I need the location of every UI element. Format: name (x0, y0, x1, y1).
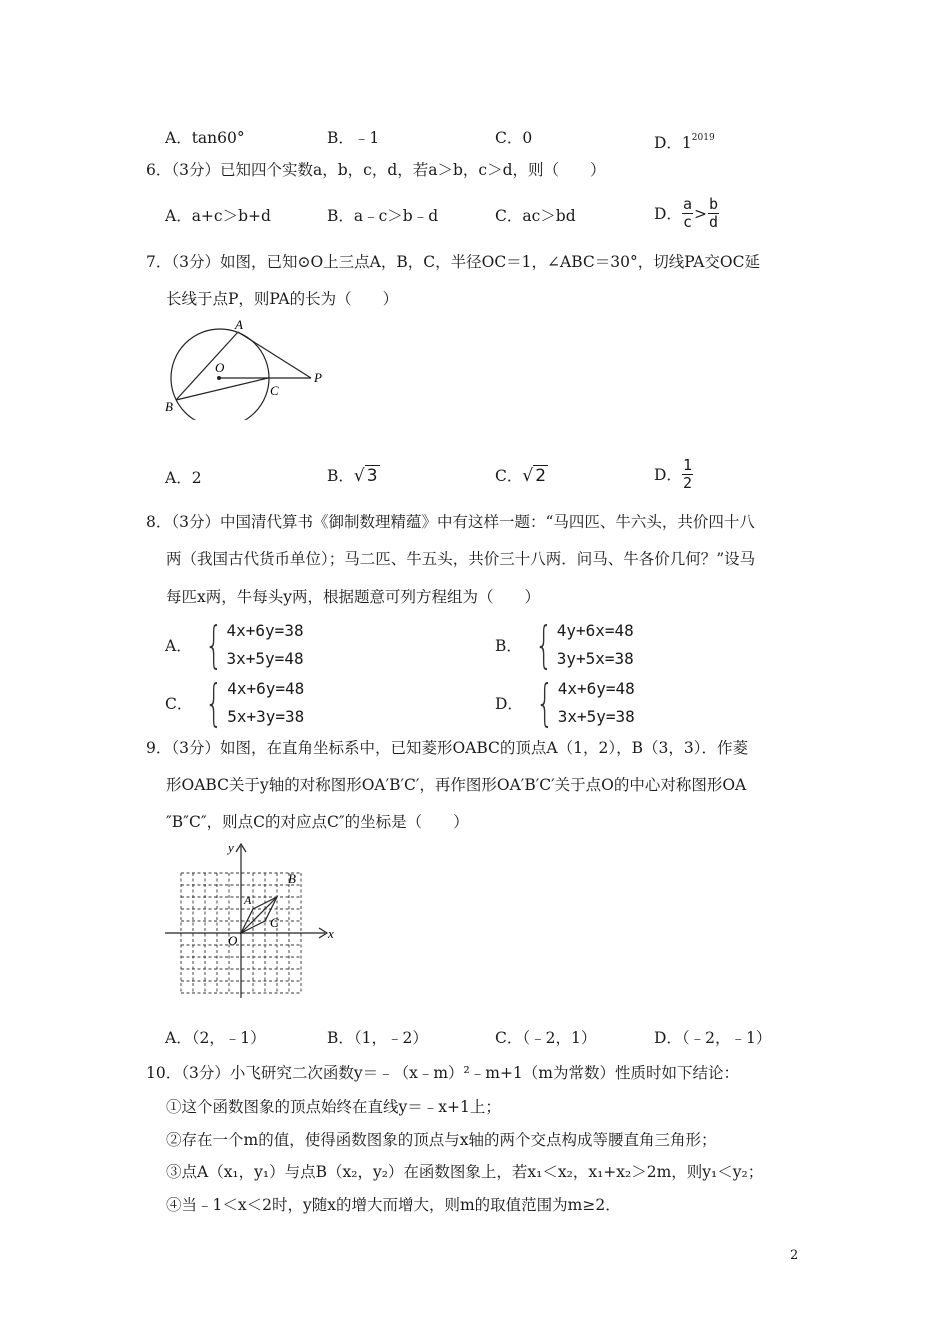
q9-option-c: C．（﹣2，1） (495, 1029, 597, 1047)
label-b: B (288, 871, 296, 886)
q8-stem-line3: 每匹x两，牛每头y两，根据题意可列方程组为（ ） (166, 588, 540, 606)
q9-stem-line3: ″B″C″，则点C的对应点C″的坐标是（ ） (166, 813, 469, 831)
frac-denominator: 2 (682, 474, 692, 492)
equation-system (227, 675, 304, 731)
q10-statement-3: ③点A（x₁，y₁）与点B（x₂，y₂）在函数图象上，若x₁＜x₂，x₁+x₂＞2m，则y₁＜y₂； (166, 1163, 764, 1181)
sqrt-sign-icon: √ (353, 466, 365, 486)
equation-system (227, 617, 304, 673)
frac-numerator: a (682, 195, 692, 213)
q6-stem: 6．（3分）已知四个实数a，b，c，d，若a＞b，c＞d，则（ ） (146, 161, 606, 179)
label-p: P (314, 370, 322, 385)
chord-ab (176, 332, 238, 400)
label-b: B (165, 399, 173, 414)
equation-2: 3x+5y=48 (226, 649, 304, 668)
q6-fraction-b-over-d (708, 196, 719, 231)
q6-fraction-a-over-c (682, 196, 693, 231)
q7-stem-line1: 7．（3分）如图，已知⊙O上三点A，B，C，半径OC＝1，∠ABC＝30°，切线PA交OC延 (146, 253, 761, 271)
equation-system (558, 675, 635, 731)
q7-option-c-label: C． (495, 467, 523, 485)
q9-stem-line1: 9．（3分）如图，在直角坐标系中，已知菱形OABC的顶点A（1，2），B（3，3）．作菱 (146, 739, 748, 757)
q9-option-d: D．（﹣2，﹣1） (654, 1029, 772, 1047)
sqrt-3 (354, 465, 380, 487)
sqrt-sign-icon: √ (522, 466, 534, 486)
q6-option-d (654, 196, 719, 231)
tangent-pa (238, 332, 311, 378)
frac-denominator: d (708, 213, 718, 231)
q5-option-d-base: D．1 (654, 134, 692, 152)
equation-2: 3x+5y=38 (557, 707, 635, 726)
label-x: x (328, 926, 334, 941)
q6-option-d-label: D． (654, 204, 682, 223)
equation-1: 4x+6y=38 (226, 621, 304, 640)
q8-stem-line2: 两（我国古代货币单位）；马二匹、牛五头，共价三十八两．问马、牛各价几何？”设马 (166, 550, 756, 568)
page-number: 2 (790, 1248, 799, 1263)
q5-option-c: C．0 (495, 129, 533, 147)
q6-gt-sign: > (693, 204, 707, 223)
q6-option-b: B．a﹣c＞b﹣d (327, 207, 439, 225)
label-c: C (270, 383, 279, 398)
q7-option-c (495, 465, 548, 487)
chord-bc (176, 378, 268, 400)
q7-option-d (654, 457, 693, 492)
q8-option-b (495, 617, 634, 673)
q10-statement-2: ②存在一个m的值，使得函数图象的顶点与x轴的两个交点构成等腰直角三角形； (166, 1131, 717, 1149)
q8-option-d (495, 675, 635, 731)
frac-numerator: 1 (682, 456, 692, 474)
q6-option-a: A．a+c＞b+d (165, 207, 271, 225)
brace-icon: { (536, 674, 554, 732)
radicand: 2 (535, 466, 547, 486)
label-o: O (215, 360, 225, 375)
equation-2: 3y+5x=38 (556, 649, 634, 668)
q9-option-a: A．（2，﹣1） (165, 1029, 266, 1047)
q8-option-a (165, 617, 304, 673)
q10-stem: 10．（3分）小飞研究二次函数y＝﹣（x﹣m）²﹣m+1（m为常数）性质时如下结论： (146, 1064, 739, 1082)
radicand: 3 (366, 466, 378, 486)
center-point (217, 376, 221, 380)
q8-option-c (165, 675, 304, 731)
option-label: D． (495, 695, 523, 713)
option-label: A． (165, 637, 192, 655)
q7-fraction-one-half (682, 457, 693, 492)
frac-denominator: c (682, 213, 692, 231)
q6-option-c: C．ac＞bd (495, 207, 576, 225)
brace-icon: { (535, 616, 553, 674)
label-o: O (228, 933, 238, 948)
frac-numerator: b (708, 195, 718, 213)
equation-system (557, 617, 634, 673)
q8-stem-line1: 8．（3分）中国清代算书《御制数理精蕴》中有这样一题：“马四匹、牛六头，共价四十八 (146, 513, 755, 531)
q5-option-d-exponent: 2019 (691, 133, 715, 143)
q5-option-b: B．﹣1 (327, 129, 380, 147)
q7-option-d-label: D． (654, 465, 682, 484)
q5-option-a: A．tan60° (165, 129, 245, 147)
label-a: A (235, 317, 243, 332)
q9-stem-line2: 形OABC关于y轴的对称图形OA′B′C′，再作图形OA′B′C′关于点O的中心对称图形OA (166, 776, 747, 794)
equation-1: 4y+6x=48 (556, 621, 634, 640)
equation-2: 5x+3y=38 (227, 707, 305, 726)
q10-statement-1: ①这个函数图象的顶点始终在直线y＝﹣x+1上； (166, 1098, 501, 1116)
label-y: y (228, 840, 234, 855)
q7-option-b (327, 465, 380, 487)
q9-option-b: B．（1，﹣2） (327, 1029, 428, 1047)
label-c: C (270, 915, 279, 930)
sqrt-2 (522, 465, 548, 487)
equation-1: 4x+6y=48 (557, 679, 635, 698)
q10-statement-4: ④当﹣1＜x＜2时，y随x的增大而增大，则m的取值范围为m≥2． (166, 1196, 621, 1214)
equation-1: 4x+6y=48 (227, 679, 305, 698)
q7-circle-figure (160, 315, 340, 420)
option-label: B． (495, 637, 522, 655)
brace-icon: { (204, 616, 223, 674)
q7-option-a: A．2 (165, 469, 202, 487)
label-a: A (244, 893, 252, 907)
q7-option-b-label: B． (327, 467, 354, 485)
option-label: C． (165, 695, 193, 713)
brace-icon: { (205, 674, 224, 732)
q7-stem-line2: 长线于点P，则PA的长为（ ） (166, 290, 399, 308)
q9-coordinate-figure (160, 838, 345, 998)
q5-option-d (654, 127, 715, 154)
